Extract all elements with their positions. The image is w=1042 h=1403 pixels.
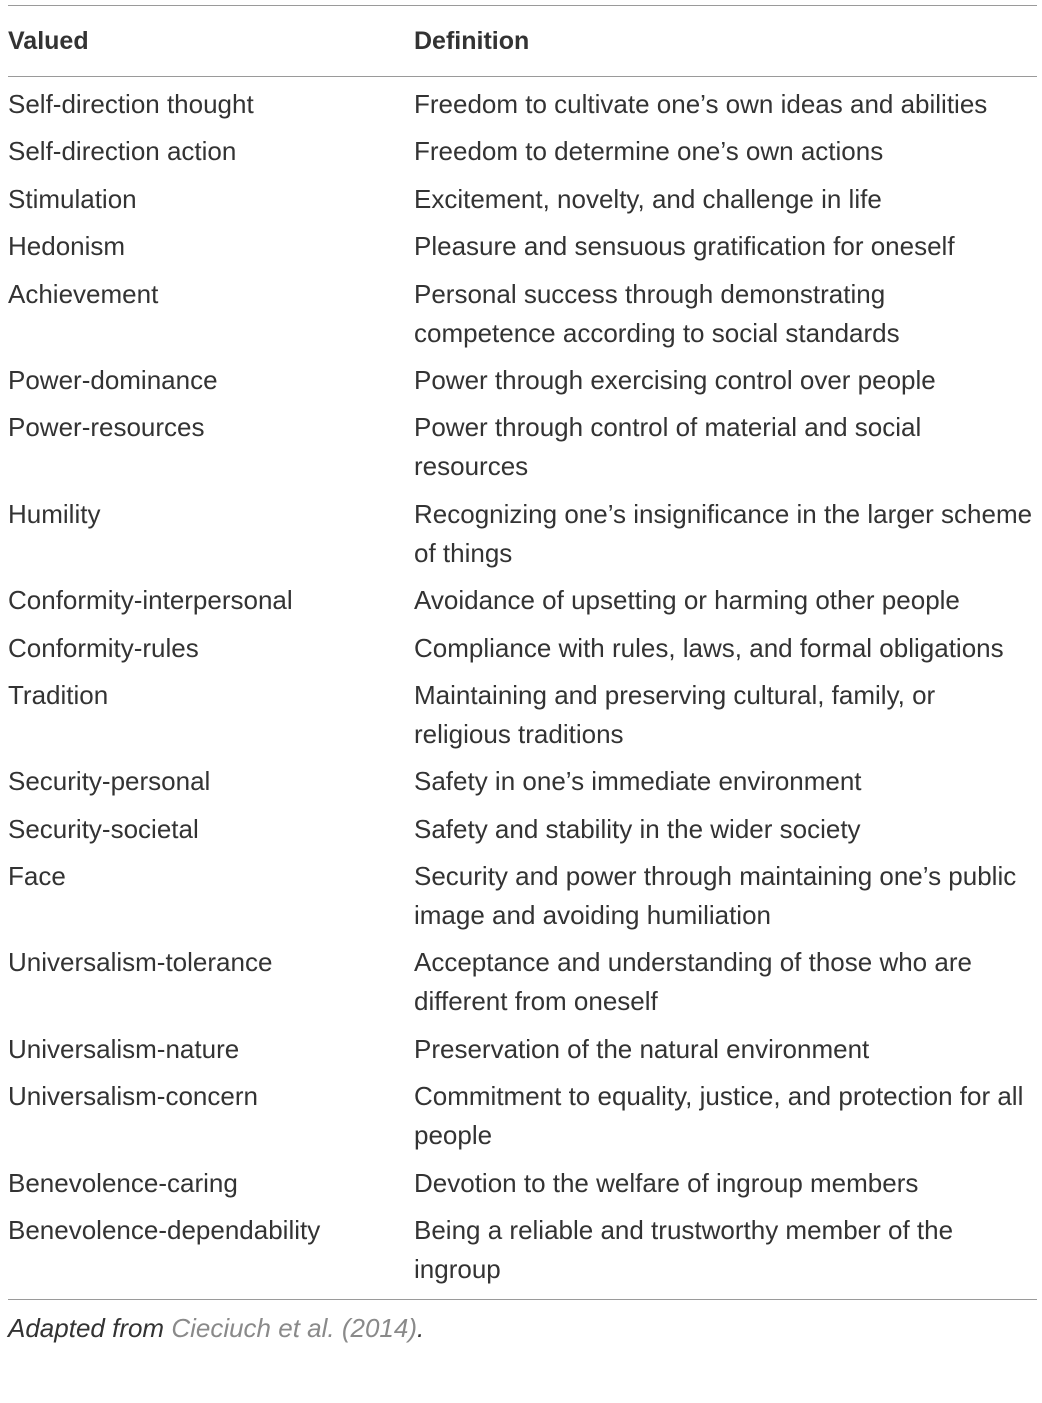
- table-row: [8, 629, 1037, 668]
- value-name: Universalism-tolerance: [8, 947, 273, 978]
- value-name: Conformity-interpersonal: [8, 585, 293, 616]
- value-name: Conformity-rules: [8, 632, 199, 663]
- values-table: [8, 5, 1037, 1348]
- table-row: [8, 495, 1037, 573]
- table-row: [8, 676, 1037, 754]
- table-footnote: [8, 1300, 1037, 1348]
- value-definition: Pleasure and sensuous gratification for oneself: [414, 231, 955, 262]
- value-definition: Freedom to cultivate one’s own ideas and abilities: [414, 89, 988, 119]
- value-name: Security-societal: [8, 813, 199, 844]
- value-definition: Recognizing one’s insignificance in the larger scheme of things: [414, 498, 1033, 568]
- value-name: Self-direction thought: [8, 89, 254, 119]
- footnote-suffix: .: [417, 1313, 425, 1344]
- value-name: Face: [8, 861, 66, 892]
- value-name: Tradition: [8, 679, 109, 710]
- value-definition: Preservation of the natural environment: [414, 1033, 870, 1064]
- value-name: Benevolence-dependability: [8, 1215, 321, 1246]
- table-row: [8, 227, 1037, 266]
- footnote-prefix: Adapted from: [8, 1313, 172, 1344]
- value-definition: Commitment to equality, justice, and protection for all people: [414, 1081, 1024, 1151]
- table-row: [8, 85, 1037, 124]
- table-row: [8, 581, 1037, 620]
- value-name: Humility: [8, 498, 101, 529]
- value-definition: Devotion to the welfare of ingroup members: [414, 1167, 919, 1198]
- table-row: [8, 943, 1037, 1021]
- table-row: [8, 180, 1037, 219]
- value-definition: Power through control of material and social resources: [414, 412, 922, 482]
- table-row: [8, 810, 1037, 849]
- value-definition: Personal success through demonstrating competence according to social standards: [414, 278, 900, 348]
- header-valued: Valued: [8, 26, 89, 55]
- value-definition: Excitement, novelty, and challenge in life: [414, 183, 882, 214]
- value-name: Security-personal: [8, 766, 211, 797]
- table-row: [8, 1077, 1037, 1155]
- value-definition: Acceptance and understanding of those who are different from oneself: [414, 947, 972, 1017]
- table-row: [8, 1164, 1037, 1203]
- value-definition: Freedom to determine one’s own actions: [414, 136, 884, 167]
- value-definition: Security and power through maintaining one’s public image and avoiding humiliation: [414, 861, 1017, 931]
- table-row: [8, 1030, 1037, 1069]
- value-definition: Compliance with rules, laws, and formal obligations: [414, 632, 1004, 663]
- table-row: [8, 361, 1037, 400]
- value-definition: Safety in one’s immediate environment: [414, 766, 862, 797]
- value-definition: Power through exercising control over people: [414, 364, 936, 395]
- value-name: Achievement: [8, 278, 159, 309]
- citation-link[interactable]: Cieciuch et al. (2014): [171, 1313, 417, 1344]
- value-name: Power-resources: [8, 412, 205, 443]
- value-name: Power-dominance: [8, 364, 218, 395]
- table-header: [8, 6, 1037, 76]
- value-name: Hedonism: [8, 231, 126, 262]
- table-row: [8, 762, 1037, 801]
- value-name: Universalism-nature: [8, 1033, 240, 1064]
- table-row: [8, 408, 1037, 486]
- table-row: [8, 857, 1037, 935]
- table-row: [8, 132, 1037, 171]
- table-row: [8, 1211, 1037, 1289]
- value-name: Stimulation: [8, 183, 137, 214]
- value-name: Universalism-concern: [8, 1081, 258, 1112]
- value-definition: Avoidance of upsetting or harming other people: [414, 585, 960, 616]
- value-definition: Safety and stability in the wider society: [414, 813, 861, 844]
- value-definition: Being a reliable and trustworthy member of the ingroup: [414, 1215, 954, 1285]
- header-definition: Definition: [414, 26, 530, 55]
- value-name: Benevolence-caring: [8, 1167, 238, 1198]
- table-body: [8, 77, 1037, 1299]
- value-name: Self-direction action: [8, 136, 237, 167]
- table-row: [8, 275, 1037, 353]
- value-definition: Maintaining and preserving cultural, family, or religious traditions: [414, 679, 936, 749]
